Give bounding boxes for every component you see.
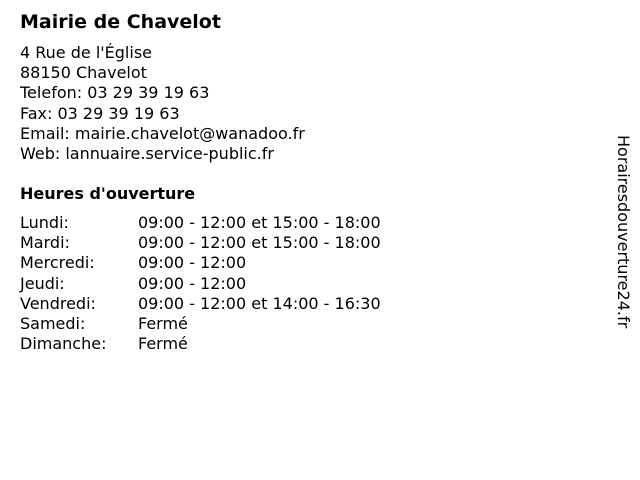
hours-row-jeudi (20, 274, 381, 294)
hours-time: 09:00 - 12:00 et 14:00 - 16:30 (138, 293, 381, 313)
fax-number: Fax: 03 29 39 19 63 (20, 103, 180, 123)
hours-heading: Heures d'ouverture (20, 184, 196, 203)
hours-day: Jeudi: (20, 273, 65, 293)
hours-time: 09:00 - 12:00 (138, 273, 247, 293)
address-block (20, 43, 305, 164)
watermark-text: Horairesdouverture24.fr (614, 135, 633, 329)
page-title: Mairie de Chavelot (20, 11, 221, 33)
hours-day: Dimanche: (20, 334, 107, 354)
hours-time: 09:00 - 12:00 (138, 253, 247, 273)
website-link[interactable]: Web: lannuaire.service-public.fr (20, 144, 274, 164)
hours-row-vendredi (20, 294, 381, 314)
phone-number[interactable]: Telefon: 03 29 39 19 63 (20, 83, 210, 103)
hours-row-dimanche (20, 334, 381, 354)
hours-day: Vendredi: (20, 293, 96, 313)
hours-day: Mercredi: (20, 253, 95, 273)
hours-row-samedi (20, 314, 381, 334)
postal-city: 88150 Chavelot (20, 63, 147, 83)
hours-time: Fermé (138, 314, 188, 334)
hours-row-mercredi (20, 253, 381, 273)
hours-day: Lundi: (20, 213, 69, 232)
hours-row-lundi (20, 213, 381, 233)
hours-day: Mardi: (20, 233, 70, 253)
hours-time: 09:00 - 12:00 et 15:00 - 18:00 (138, 233, 381, 253)
street-address: 4 Rue de l'Église (20, 43, 152, 62)
email-address[interactable]: Email: mairie.chavelot@wanadoo.fr (20, 123, 305, 143)
hours-table (20, 213, 381, 354)
hours-day: Samedi: (20, 314, 86, 334)
hours-time: 09:00 - 12:00 et 15:00 - 18:00 (138, 213, 381, 232)
hours-time: Fermé (138, 334, 188, 354)
hours-row-mardi (20, 233, 381, 253)
